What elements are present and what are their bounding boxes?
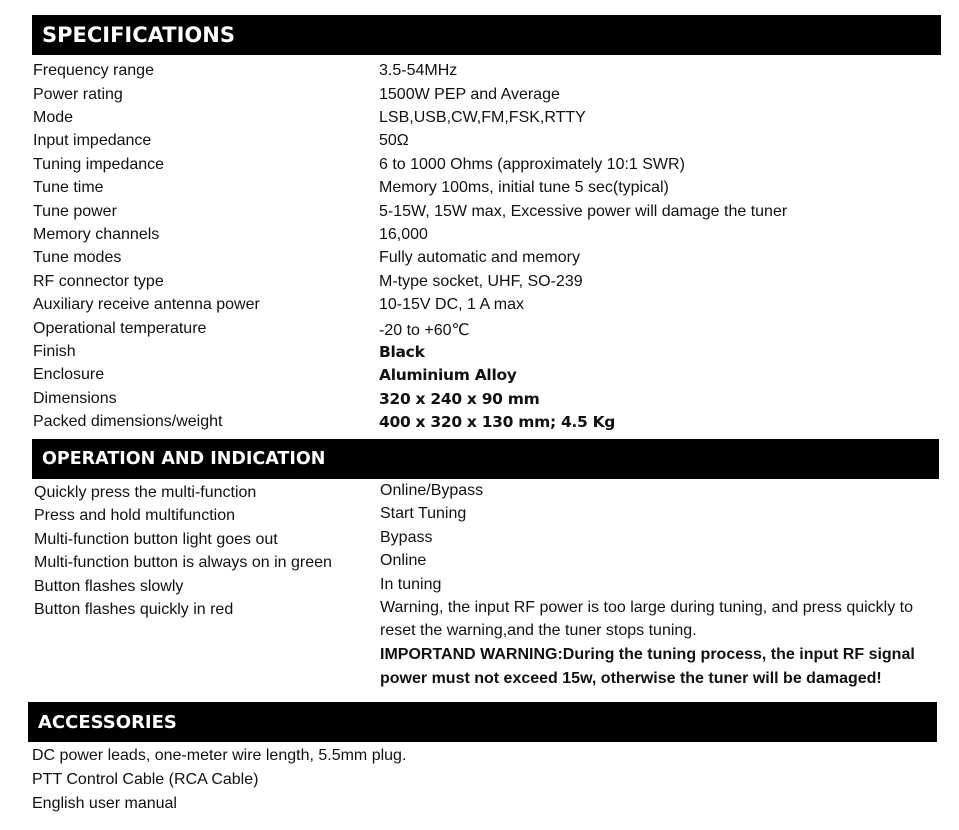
spec-label: Memory channels xyxy=(33,225,160,243)
operation-value: Warning, the input RF power is too large during tuning, and press quickly to xyxy=(380,599,914,616)
specifications-header xyxy=(32,15,941,55)
spec-label: RF connector type xyxy=(33,272,164,290)
operation-label: Button flashes slowly xyxy=(34,577,184,595)
specifications-title: SPECIFICATIONS xyxy=(42,23,235,47)
operation-value: Start Tuning xyxy=(380,505,467,523)
accessories-header xyxy=(28,702,937,742)
spec-value: Aluminium Alloy xyxy=(379,366,517,385)
spec-label: Input impedance xyxy=(33,132,152,150)
spec-value: 50Ω xyxy=(379,132,409,150)
spec-value: 3.5-54MHz xyxy=(379,62,458,79)
list-item: DC power leads, one-meter wire length, 5.5mm plug. xyxy=(32,747,407,764)
spec-label: Mode xyxy=(33,108,74,126)
spec-label: Dimensions xyxy=(33,389,117,407)
spec-value: -20 to +60℃ xyxy=(379,321,470,339)
spec-label: Finish xyxy=(33,342,76,360)
spec-label: Tuning impedance xyxy=(33,155,165,173)
spec-label: Tune modes xyxy=(33,249,122,267)
spec-value: Black xyxy=(379,342,425,361)
operation-label: Multi-function button is always on in green xyxy=(34,554,332,572)
spec-value: 1500W PEP and Average xyxy=(379,85,560,103)
spec-value: 10-15V DC, 1 A max xyxy=(379,296,524,314)
spec-value: 400 x 320 x 130 mm; 4.5 Kg xyxy=(379,413,616,432)
important-warning-line-2: power must not exceed 15w, otherwise the tuner will be damaged! xyxy=(380,669,882,687)
spec-label: Enclosure xyxy=(33,366,105,384)
spec-label: Packed dimensions/weight xyxy=(33,413,223,431)
operation-label: Button flashes quickly in red xyxy=(34,601,234,618)
spec-value: 6 to 1000 Ohms (approximately 10:1 SWR) xyxy=(379,155,685,173)
spec-value: 320 x 240 x 90 mm xyxy=(379,389,540,408)
operation-label: Quickly press the multi-function xyxy=(34,484,257,501)
spec-value: LSB,USB,CW,FM,FSK,RTTY xyxy=(379,108,586,126)
spec-label: Tune time xyxy=(33,179,104,197)
spec-label: Frequency range xyxy=(33,62,154,79)
spec-label: Power rating xyxy=(33,85,123,103)
operation-label: Press and hold multifunction xyxy=(34,507,235,525)
important-warning-line-1: IMPORTAND WARNING:During the tuning process, the input RF signal xyxy=(380,646,915,663)
accessories-title: ACCESSORIES xyxy=(38,712,177,733)
spec-value: Fully automatic and memory xyxy=(379,249,580,267)
operation-label: Multi-function button light goes out xyxy=(34,530,278,548)
spec-value: M-type socket, UHF, SO-239 xyxy=(379,272,583,290)
list-item: PTT Control Cable (RCA Cable) xyxy=(32,771,259,788)
spec-label: Auxiliary receive antenna power xyxy=(33,296,260,314)
spec-label: Operational temperature xyxy=(33,319,207,337)
spec-value: Memory 100ms, initial tune 5 sec(typical) xyxy=(379,179,669,197)
operation-value: Online xyxy=(380,552,427,570)
operation-header xyxy=(32,439,939,479)
spec-label: Tune power xyxy=(33,202,117,220)
warning-continued-text: reset the warning,and the tuner stops tuning. xyxy=(380,622,697,639)
operation-value: In tuning xyxy=(380,575,442,593)
operation-value: Online/Bypass xyxy=(380,482,484,499)
spec-value: 16,000 xyxy=(379,225,428,243)
operation-value: Bypass xyxy=(380,528,433,546)
list-item: English user manual xyxy=(32,795,177,812)
spec-value: 5-15W, 15W max, Excessive power will damage the tuner xyxy=(379,202,788,220)
operation-title: OPERATION AND INDICATION xyxy=(42,449,326,469)
